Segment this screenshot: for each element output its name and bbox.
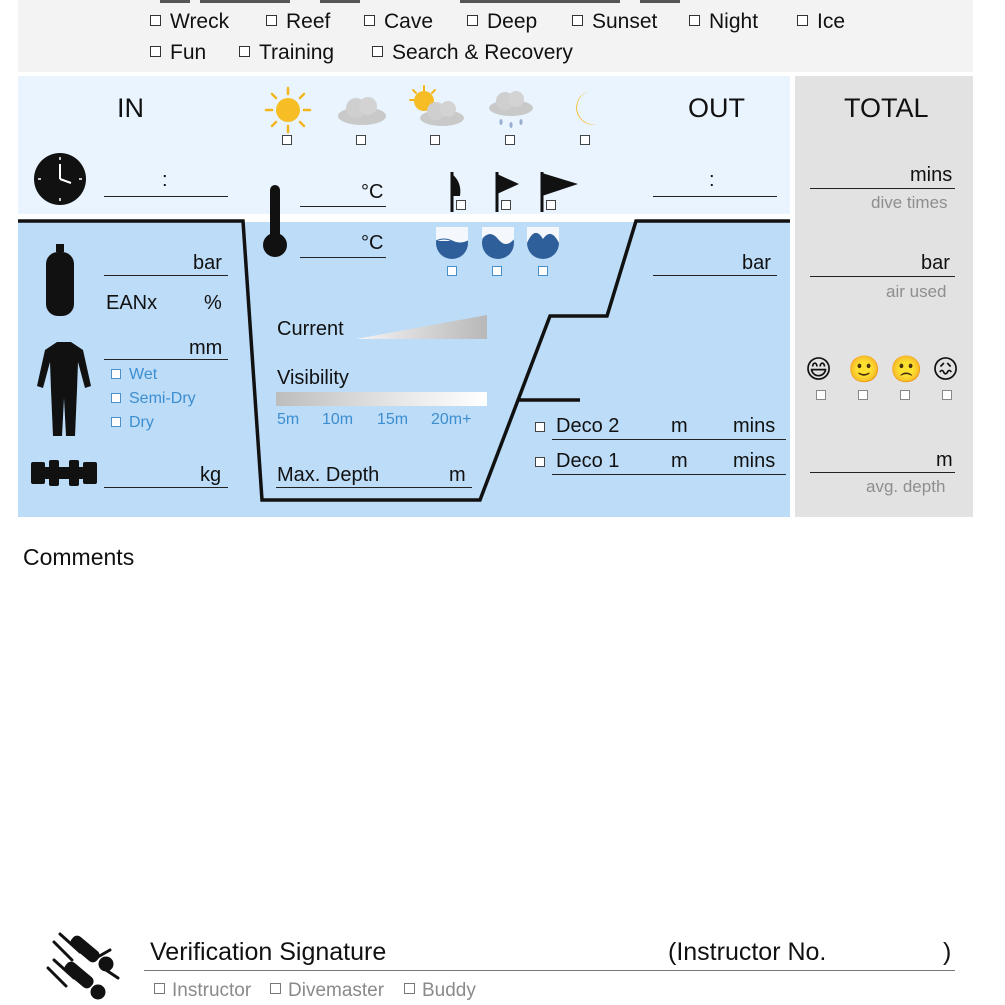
total-time-caption: dive times (871, 193, 948, 212)
deco-1-checkbox[interactable] (535, 457, 545, 467)
deco-2-time-unit: mins (733, 415, 776, 437)
weather-sunny-checkbox[interactable] (282, 135, 292, 145)
total-time-unit: mins (910, 164, 953, 186)
clock-icon (33, 152, 87, 206)
comments-area[interactable] (23, 580, 973, 910)
mood-great-icon: 😄 (805, 355, 833, 385)
suit-thickness-unit: mm (189, 337, 223, 359)
eanx-unit: % (204, 292, 222, 314)
cloud-icon (334, 92, 390, 128)
avg-depth-caption: avg. depth (866, 477, 946, 496)
wind-strong-checkbox[interactable] (546, 200, 556, 210)
instructor-number-close: ) (943, 938, 952, 966)
visibility-tick-5m: 5m (277, 411, 300, 428)
air-temperature-unit: °C (361, 181, 384, 203)
dive-type-night[interactable]: Night (689, 10, 758, 34)
dive-type-sunset[interactable]: Sunset (572, 10, 657, 34)
weight-icon (31, 457, 97, 489)
total-time-field[interactable] (810, 188, 955, 189)
wetsuit-icon (35, 340, 93, 438)
visibility-tick-15m: 15m (377, 411, 409, 428)
thermometer-icon (259, 183, 291, 259)
deco-2-field[interactable] (552, 439, 786, 440)
wave-medium-icon (482, 227, 514, 259)
partly-cloudy-icon (406, 84, 468, 130)
weather-cloudy-checkbox[interactable] (356, 135, 366, 145)
dive-type-training[interactable]: Training (239, 41, 334, 65)
in-header: IN (117, 93, 144, 123)
visibility-gradient[interactable] (276, 392, 487, 406)
water-temperature-unit: °C (361, 232, 384, 254)
dive-type-cave[interactable]: Cave (364, 10, 433, 34)
wave-calm-checkbox[interactable] (447, 266, 457, 276)
suit-dry-option[interactable]: Dry (111, 414, 154, 432)
tank-icon (44, 244, 76, 318)
total-air-unit: bar (921, 252, 950, 274)
mood-bad-checkbox[interactable] (900, 390, 910, 400)
moon-icon (568, 88, 604, 130)
mood-awful-checkbox[interactable] (942, 390, 952, 400)
avg-depth-field[interactable] (810, 472, 955, 473)
role-instructor-option[interactable]: Instructor (154, 980, 251, 1002)
dive-type-deep[interactable]: Deep (467, 10, 537, 34)
dive-type-search-recovery[interactable]: Search & Recovery (372, 41, 573, 65)
weather-night-checkbox[interactable] (580, 135, 590, 145)
time-in-separator: : (162, 169, 168, 191)
deco-2-label: Deco 2 (556, 415, 620, 437)
signature-field[interactable] (144, 970, 955, 971)
weather-partly-cloudy-checkbox[interactable] (430, 135, 440, 145)
wave-medium-checkbox[interactable] (492, 266, 502, 276)
comments-label: Comments (23, 544, 135, 570)
deco-1-label: Deco 1 (556, 450, 620, 472)
pressure-in-field[interactable] (104, 275, 228, 276)
pressure-out-unit: bar (742, 252, 771, 274)
avg-depth-unit: m (936, 449, 953, 471)
deco-1-field[interactable] (552, 474, 786, 475)
time-in-field[interactable] (104, 196, 228, 197)
rain-icon (485, 88, 537, 132)
mood-great-checkbox[interactable] (816, 390, 826, 400)
total-air-caption: air used (886, 282, 947, 301)
deco-2-depth-unit: m (671, 415, 688, 437)
out-header: OUT (688, 93, 745, 123)
wind-light-checkbox[interactable] (456, 200, 466, 210)
role-buddy-option[interactable]: Buddy (404, 980, 476, 1002)
deco-2-checkbox[interactable] (535, 422, 545, 432)
suit-wet-option[interactable]: Wet (111, 366, 157, 384)
dive-type-fun[interactable]: Fun (150, 41, 206, 65)
verification-signature-label: Verification Signature (150, 938, 387, 966)
suit-semi-dry-option[interactable]: Semi-Dry (111, 390, 196, 408)
pressure-out-field[interactable] (653, 275, 777, 276)
weather-rain-checkbox[interactable] (505, 135, 515, 145)
air-temperature-field[interactable] (300, 206, 386, 207)
mood-bad-icon: 🙁 (890, 355, 923, 385)
water-temperature-field[interactable] (300, 257, 386, 258)
time-out-field[interactable] (653, 196, 777, 197)
mood-awful-icon: 😖 (932, 355, 960, 385)
weight-field[interactable] (104, 487, 228, 488)
max-depth-label: Max. Depth (277, 464, 380, 486)
current-strength-gradient[interactable] (356, 315, 487, 339)
max-depth-field[interactable] (276, 487, 472, 488)
dive-type-reef[interactable]: Reef (266, 10, 330, 34)
wind-flags-group (446, 170, 586, 214)
visibility-tick-10m: 10m (322, 411, 354, 428)
wind-medium-checkbox[interactable] (501, 200, 511, 210)
wave-calm-icon (436, 227, 468, 259)
deco-1-depth-unit: m (671, 450, 688, 472)
wave-icons-group (434, 225, 564, 261)
weight-unit: kg (200, 464, 222, 486)
current-label: Current (277, 318, 344, 340)
wave-rough-checkbox[interactable] (538, 266, 548, 276)
max-depth-unit: m (449, 464, 466, 486)
sun-icon (264, 86, 312, 134)
mood-good-checkbox[interactable] (858, 390, 868, 400)
divers-icon (46, 930, 126, 1002)
mood-good-icon: 🙂 (848, 355, 881, 385)
instructor-number-label: (Instructor No. (668, 938, 827, 966)
dive-type-ice[interactable]: Ice (797, 10, 845, 34)
dive-type-wreck[interactable]: Wreck (150, 10, 229, 34)
deco-1-time-unit: mins (733, 450, 776, 472)
total-air-field[interactable] (810, 276, 955, 277)
pressure-in-unit: bar (193, 252, 222, 274)
time-out-separator: : (709, 169, 715, 191)
visibility-label: Visibility (277, 367, 349, 389)
total-header: TOTAL (844, 93, 929, 123)
role-divemaster-option[interactable]: Divemaster (270, 980, 384, 1002)
eanx-label: EANx (106, 292, 158, 314)
visibility-tick-20m: 20m+ (431, 411, 472, 428)
wave-rough-icon (527, 227, 559, 259)
